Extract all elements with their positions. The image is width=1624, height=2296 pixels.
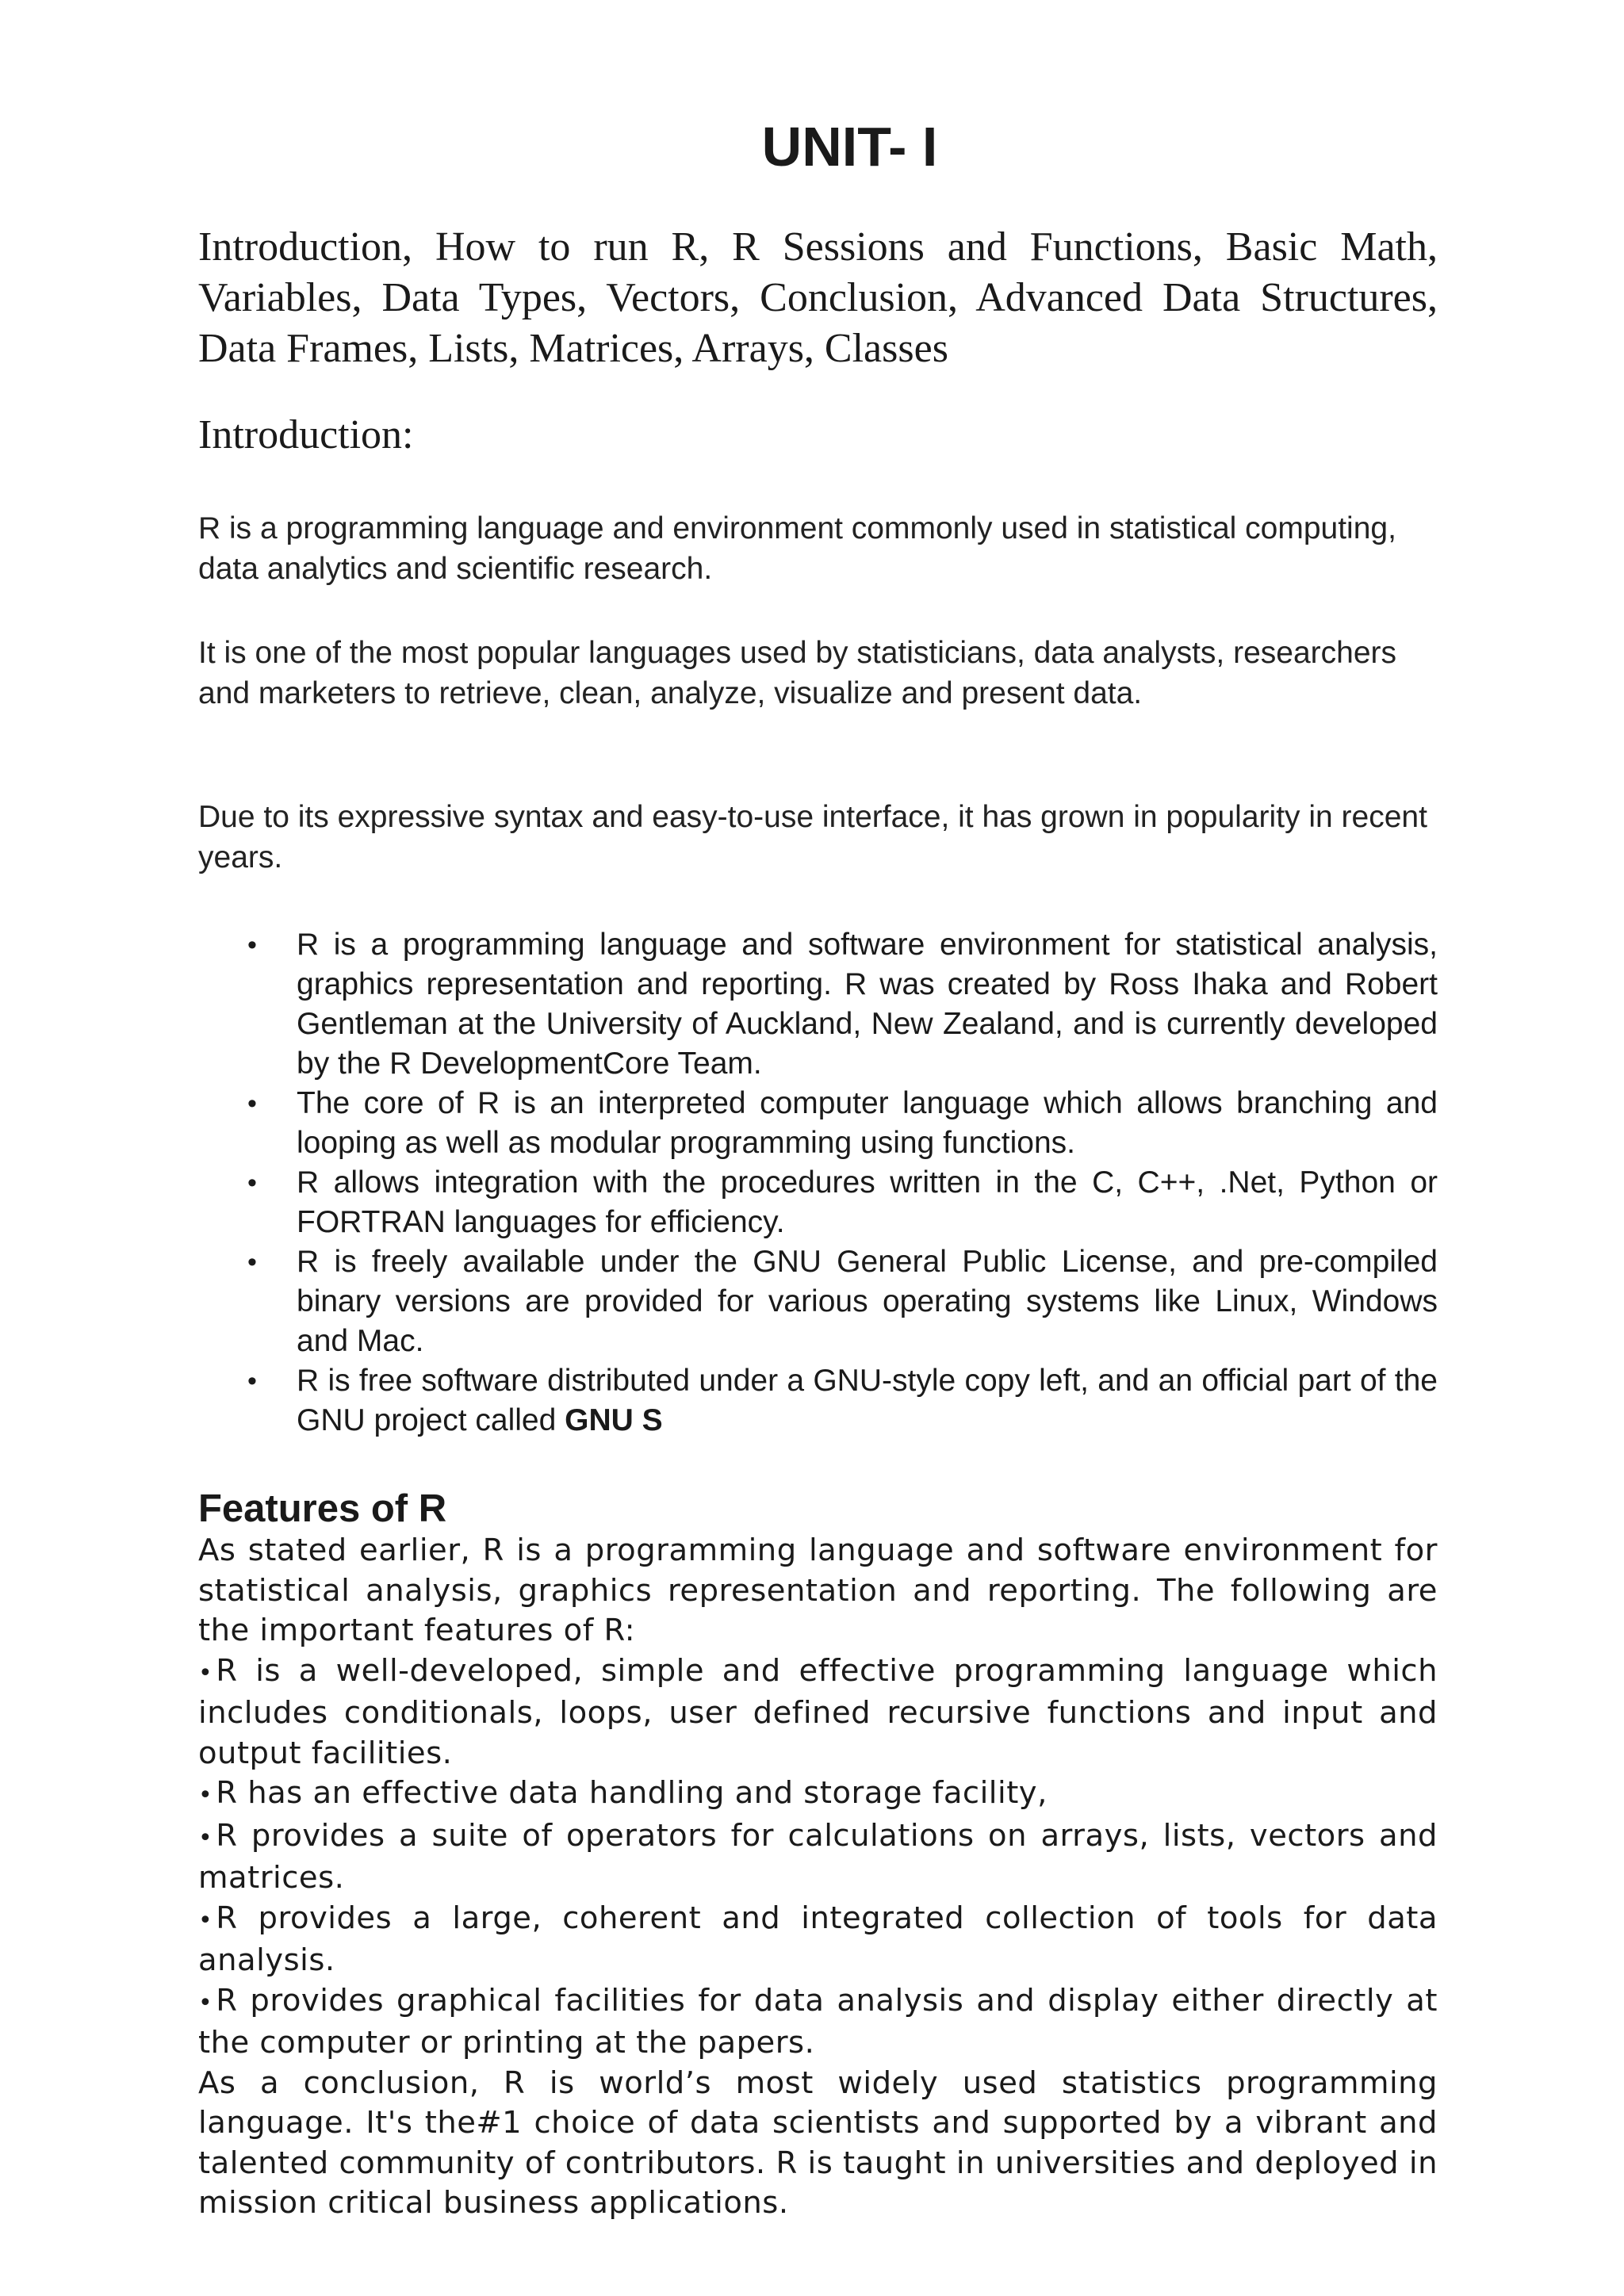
features-heading: Features of R: [198, 1487, 447, 1530]
bullet-icon: •: [198, 1906, 213, 1934]
list-item: [198, 1163, 1438, 1242]
features-section: [198, 1531, 1438, 2224]
list-item-text: R is freely available under the GNU General Public License, and pre-compiled binary versions are provided for various operating systems like Linux, Windows and Mac.: [297, 1245, 1438, 1358]
feature-item-text: R is a well-developed, simple and effective programming language which includes conditionals, loops, user defined recursive functions and input and output facilities.: [198, 1652, 1438, 1771]
feature-item-text: R provides a large, coherent and integrated collection of tools for data analysis.: [198, 1900, 1438, 1978]
bullet-icon: •: [198, 1823, 213, 1852]
intro-paragraph: R is a programming language and environment commonly used in statistical computing, data analytics and scientific research.: [198, 511, 1396, 586]
bullet-icon: •: [198, 1781, 213, 1809]
gnu-s-bold: GNU S: [565, 1403, 663, 1437]
feature-item: [198, 1981, 1438, 2064]
bullet-icon: •: [247, 1168, 257, 1198]
intro-paragraph: Due to its expressive syntax and easy-to-use interface, it has grown in popularity in recent years.: [198, 800, 1427, 874]
bullet-icon: •: [247, 1247, 257, 1277]
feature-item: [198, 1816, 1438, 1899]
feature-item: [198, 1774, 1438, 1816]
feature-item-text: R has an effective data handling and storage facility,: [216, 1775, 1048, 1811]
bullet-icon: •: [247, 1089, 257, 1119]
features-intro: As stated earlier, R is a programming language and software environment for statistical analysis, graphics representation and reporting. The following are the important features of R:: [198, 1533, 1438, 1648]
unit-topics: Introduction, How to run R, R Sessions and Functions, Basic Math, Variables, Data Types, Vectors, Conclusion, Advanced Data Structures, Data Frames, Lists, Matrices, Arrays, Classes: [198, 224, 1438, 371]
document-page: [198, 116, 1438, 2224]
bullet-icon: •: [198, 1659, 213, 1687]
list-item: [198, 1242, 1438, 1361]
list-item-text: R allows integration with the procedures written in the C, C++, .Net, Python or FORTRAN languages for efficiency.: [297, 1165, 1438, 1239]
bullet-icon: •: [247, 930, 257, 960]
list-item: [198, 1084, 1438, 1163]
list-item-text: R is a programming language and software environment for statistical analysis, graphics representation and reporting. R was created by Ross Ihaka and Robert Gentleman at the University of Auckland, New Zealand, and is currently developed by the R DevelopmentCore Team.: [297, 928, 1438, 1081]
introduction-heading: Introduction:: [198, 412, 414, 457]
list-item-text: R is free software distributed under a GNU-style copy left, and an official part of the GNU project called: [297, 1364, 1438, 1437]
list-item: [198, 1361, 1438, 1441]
intro-paragraph: It is one of the most popular languages used by statisticians, data analysts, researchers and marketers to retrieve, clean, analyze, visualize and present data.: [198, 636, 1397, 710]
feature-item: [198, 1899, 1438, 1981]
features-conclusion: As a conclusion, R is world’s most widely used statistics programming language. It's the#1 choice of data scientists and supported by a vibrant and talented community of contributors. R is taught in universities and deployed in mission critical business applications.: [198, 2064, 1438, 2221]
unit-title: UNIT- I: [761, 116, 938, 178]
feature-item: [198, 1651, 1438, 1774]
bullet-icon: •: [198, 1988, 213, 2017]
feature-item-text: R provides graphical facilities for data analysis and display either directly at the computer or printing at the papers.: [198, 1982, 1438, 2061]
list-item-text: The core of R is an interpreted computer language which allows branching and looping as well as modular programming using functions.: [297, 1086, 1438, 1160]
bullet-icon: •: [247, 1366, 257, 1396]
feature-item-text: R provides a suite of operators for calculations on arrays, lists, vectors and matrices.: [198, 1817, 1438, 1896]
r-overview-list: [198, 925, 1438, 1441]
list-item: [198, 925, 1438, 1084]
